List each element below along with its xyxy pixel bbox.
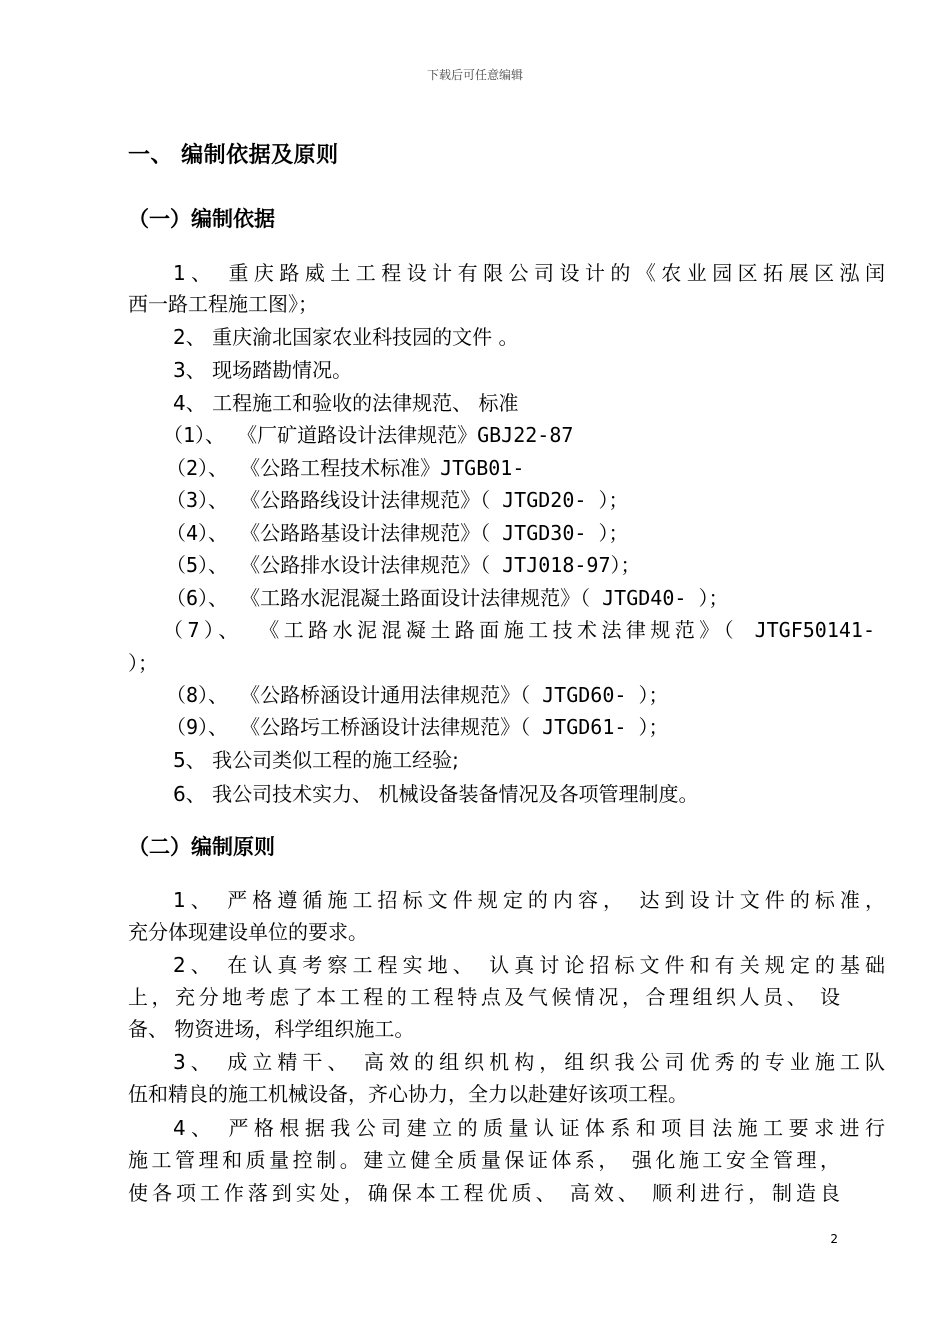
standard-item: （5）、 《公路排水设计法律规范》（ JTJ018-97）；: [166, 553, 641, 577]
body-line: 上，充分地考虑了本工程的工程特点及气候情况，合理组织人员、 设: [128, 985, 840, 1009]
standard-item: （8）、 《公路桥涵设计通用法律规范》（ JTGD60- ）；: [166, 683, 669, 707]
standard-item: （2）、 《公路工程技术标准》JTGB01-: [166, 456, 525, 480]
body-line: 3、 现场踏勘情况。: [173, 358, 353, 382]
section-title-principles: （二）编制原则: [128, 835, 275, 859]
standard-item: （6）、 《工路水泥混凝土路面设计法律规范》（ JTGD40- ）；: [166, 586, 729, 610]
body-line: 3、 成立精干、 高效的组织机构，组织我公司优秀的专业施工队: [173, 1050, 885, 1074]
body-line: 4、 严格根据我公司建立的质量认证体系和项目法施工要求进行: [173, 1116, 885, 1140]
body-line: 4、 工程施工和验收的法律规范、 标准: [173, 391, 519, 415]
body-line: 5、 我公司类似工程的施工经验;: [173, 748, 459, 772]
standard-item-continued: ）；: [128, 651, 158, 675]
body-line: 充分体现建设单位的要求。: [128, 920, 368, 944]
body-line: 2、 重庆渝北国家农业科技园的文件 。: [173, 325, 519, 349]
body-line: 1、 重庆路威土工程设计有限公司设计的《农业园区拓展区泓闰: [173, 261, 885, 285]
body-line: 使各项工作落到实处，确保本工程优质、 高效、 顺利进行，制造良: [128, 1181, 840, 1205]
section-title-basis: （一）编制依据: [128, 207, 275, 231]
body-line: 西一路工程施工图》；: [128, 292, 318, 316]
body-line: 伍和精良的施工机械设备，齐心协力，全力以赴建好该项工程。: [128, 1082, 688, 1106]
body-line: 6、 我公司技术实力、 机械设备装备情况及各项管理制度。: [173, 782, 699, 806]
body-line: 备、 物资进场，科学组织施工。: [128, 1017, 415, 1041]
heading-basis-principles: 一、 编制依据及原则: [128, 143, 339, 168]
body-line: 2、 在认真考察工程实地、 认真讨论招标文件和有关规定的基础: [173, 953, 885, 977]
body-line: 1、 严格遵循施工招标文件规定的内容， 达到设计文件的标准，: [173, 888, 885, 912]
standard-item: （1）、 《厂矿道路设计法律规范》GBJ22-87: [163, 423, 574, 447]
standard-item: （7）、 《工路水泥混凝土路面施工技术法律规范》（ JTGF50141-: [163, 618, 875, 642]
standard-item: （4）、 《公路路基设计法律规范》（ JTGD30- ）；: [166, 521, 629, 545]
page-number: 2: [830, 1232, 838, 1246]
standard-item: （3）、 《公路路线设计法律规范》（ JTGD20- ）；: [166, 488, 629, 512]
body-line: 施工管理和质量控制。建立健全质量保证体系， 强化施工安全管理，: [128, 1148, 840, 1172]
standard-item: （9）、 《公路圬工桥涵设计法律规范》（ JTGD61- ）；: [166, 715, 669, 739]
header-note: 下载后可任意编辑: [426, 68, 523, 82]
